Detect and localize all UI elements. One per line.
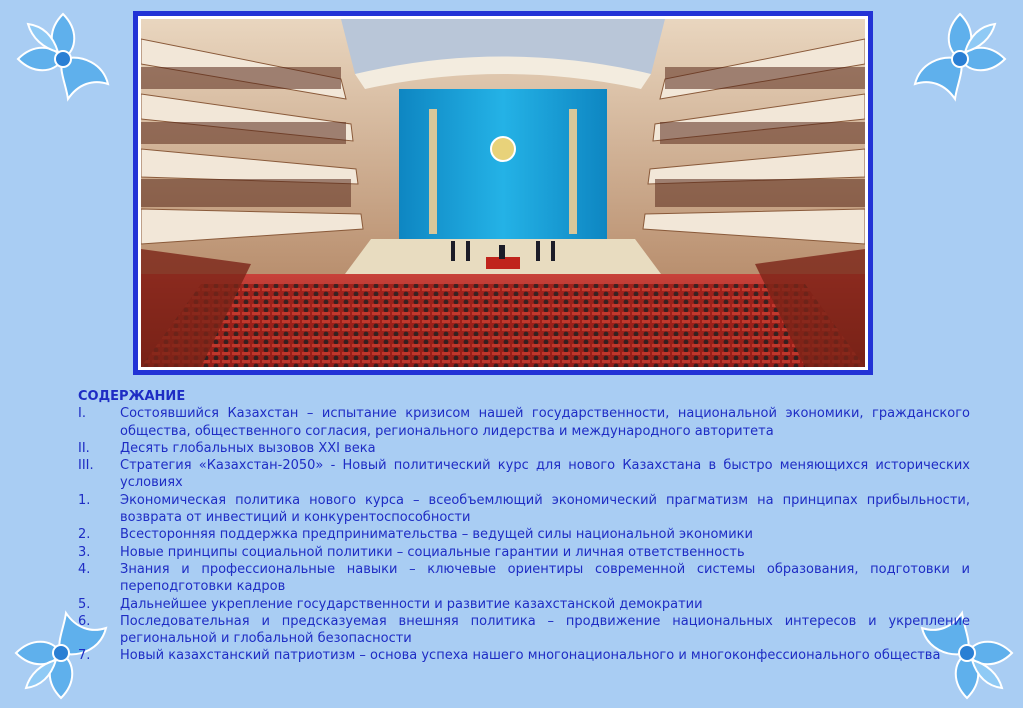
contents-item: 5. Дальнейшее укрепление государственности и развитие казахстанской демократии: [78, 596, 703, 612]
contents-item: 4. Знания и профессиональные навыки – ключевые ориентиры современной системы образования, подготовки и переподготовки кадров: [78, 561, 970, 595]
contents-item: 6. Последовательная и предсказуемая внешняя политика – продвижение национальных интересов и укрепление региональной и глобальной безопасности: [78, 613, 970, 647]
contents-item: 3. Новые принципы социальной политики – социальные гарантии и личная ответственность: [78, 544, 745, 560]
contents-item: II. Десять глобальных вызовов XXI века: [78, 440, 376, 456]
corner-ornament-top-left: [8, 4, 118, 114]
concert-hall-photo: [133, 11, 873, 375]
contents-list: [78, 405, 970, 664]
emblem: [491, 137, 515, 161]
concert-hall-illustration: [141, 19, 865, 367]
contents-item: III. Стратегия «Казахстан-2050» - Новый политический курс для нового Казахстана в быстро меняющихся исторических условиях: [78, 458, 970, 491]
contents-item: I. Состоявшийся Казахстан – испытание кризисом нашей государственности, национальной экономики, гражданского общества, общественного согласия, регионального лидерства и международного авторитета: [78, 406, 970, 439]
corner-ornament-top-right: [905, 4, 1015, 114]
contents-section: [78, 388, 970, 665]
contents-heading: СОДЕРЖАНИЕ: [78, 389, 186, 404]
contents-item: 7. Новый казахстанский патриотизм – основа успеха нашего многонационального и многоконфессионального общества: [78, 648, 941, 664]
contents-item: 2. Всесторонняя поддержка предпринимательства – ведущей силы национальной экономики: [78, 527, 753, 543]
contents-item: 1. Экономическая политика нового курса – всеобъемлющий экономический прагматизм на принципах прибыльности, возврата от инвестиций и конкурентоспособности: [78, 492, 970, 526]
